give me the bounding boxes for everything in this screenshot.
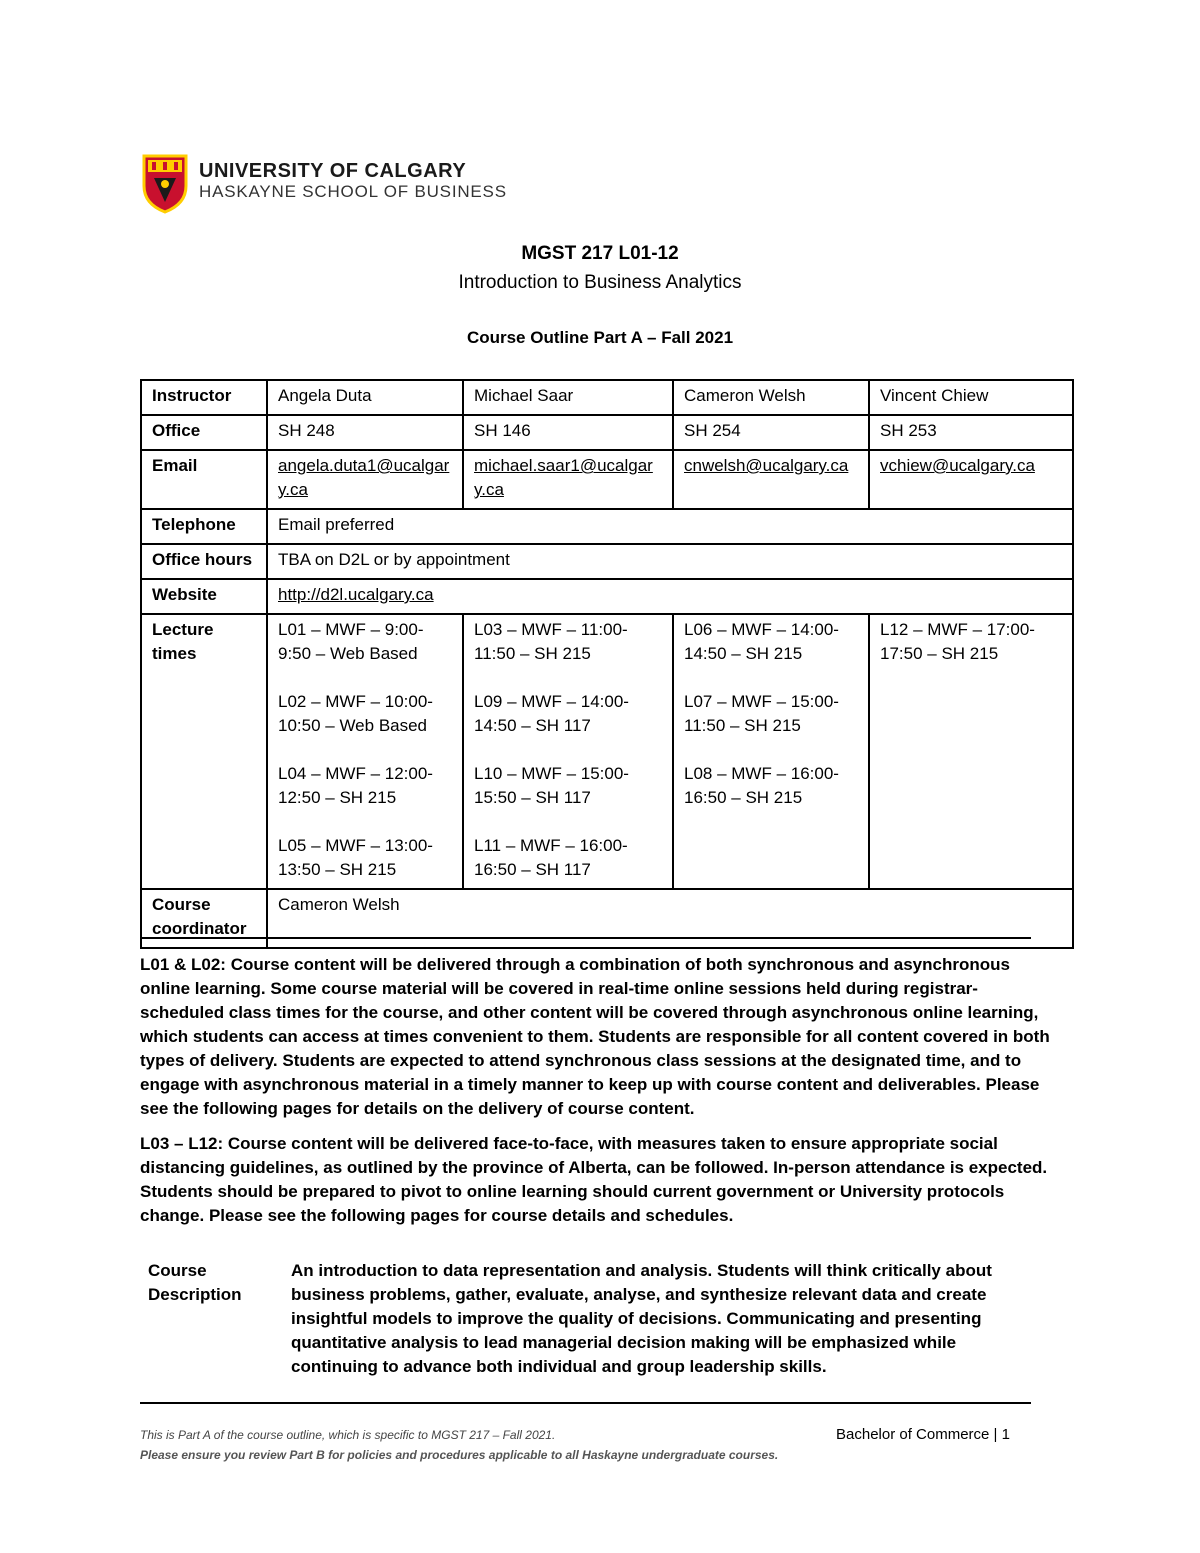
telephone-label: Telephone xyxy=(141,509,267,544)
online-delivery-note: L01 & L02: Course content will be delivered through a combination of both synchronous and asynchronous online learning. Some course material will be covered in real-time online sessions held during registrar-scheduled class times for the course, and other content will be covered through asynchronous online learning, which students can access at times convenient to them. Students are responsible for all content covered in both types of delivery. Students are expected to attend synchronous class sessions at the designated time, and to engage with asynchronous material in a timely manner to keep up with course content and deliverables. Please see the following pages for details on the delivery of course content. xyxy=(140,955,1050,1118)
in-person-delivery-note: L03 – L12: Course content will be delivered face-to-face, with measures taken to ensure appropriate social distancing guidelines, as outlined by the province of Alberta, can be followed. In-person attendance is expected. Students should be prepared to pivot to online learning should current government or University protocols change. Please see the following pages for course details and schedules. xyxy=(140,1134,1048,1225)
instructor-row xyxy=(141,380,1073,415)
university-logo xyxy=(142,154,522,214)
lecture-column xyxy=(463,614,673,889)
lecture-column xyxy=(869,614,1073,889)
footer-divider xyxy=(140,1402,1031,1404)
instructor-name: Cameron Welsh xyxy=(673,380,869,415)
course-code: MGST 217 L01-12 xyxy=(521,243,679,264)
email-row xyxy=(141,450,1073,509)
email-link[interactable]: angela.duta1@ucalgary.ca xyxy=(278,456,450,499)
coordinator-value: Cameron Welsh xyxy=(267,889,1073,948)
lecture-slot: L02 – MWF – 10:00-10:50 – Web Based xyxy=(278,692,433,735)
office-value: SH 253 xyxy=(869,415,1073,450)
office-row xyxy=(141,415,1073,450)
email-link[interactable]: vchiew@ucalgary.ca xyxy=(880,456,1035,475)
lecture-slot: L03 – MWF – 11:00-11:50 – SH 215 xyxy=(474,620,628,663)
course-info-table xyxy=(140,379,1074,949)
divider xyxy=(140,937,1031,939)
lecture-slot: L04 – MWF – 12:00-12:50 – SH 215 xyxy=(278,764,433,807)
office-value: SH 248 xyxy=(267,415,463,450)
lecture-slot: L06 – MWF – 14:00-14:50 – SH 215 xyxy=(684,620,839,663)
instructor-name: Michael Saar xyxy=(463,380,673,415)
footer-note: This is Part A of the course outline, which is specific to MGST 217 – Fall 2021. xyxy=(140,1428,556,1442)
office-value: SH 146 xyxy=(463,415,673,450)
lecture-slot: L01 – MWF – 9:00-9:50 – Web Based xyxy=(278,620,424,663)
lecture-slot: L11 – MWF – 16:00-16:50 – SH 117 xyxy=(474,836,628,879)
description-text: An introduction to data representation and analysis. Students will think critically about business problems, gather, evaluate, analyse, and synthesize relevant data and create insightful models to improve the quality of decisions. Communicating and presenting quantitative analysis to lead managerial decision making will be emphasized while continuing to advance both individual and group leadership skills. xyxy=(291,1261,992,1376)
lecture-slot: L08 – MWF – 16:00-16:50 – SH 215 xyxy=(684,764,839,807)
university-crest-icon xyxy=(142,154,188,214)
office-label: Office xyxy=(141,415,267,450)
outline-title: Course Outline Part A – Fall 2021 xyxy=(466,328,734,347)
instructor-name: Angela Duta xyxy=(267,380,463,415)
lecture-slot: L12 – MWF – 17:00-17:50 – SH 215 xyxy=(880,620,1035,663)
lecture-slot: L05 – MWF – 13:00-13:50 – SH 215 xyxy=(278,836,433,879)
website-label: Website xyxy=(141,579,267,614)
telephone-row xyxy=(141,509,1073,544)
instructor-label: Instructor xyxy=(141,380,267,415)
office-hours-value: TBA on D2L or by appointment xyxy=(267,544,1073,579)
lecture-times-label: Lecture times xyxy=(141,614,267,889)
email-link[interactable]: cnwelsh@ucalgary.ca xyxy=(684,456,849,475)
lecture-column xyxy=(267,614,463,889)
coordinator-label: Course coordinator xyxy=(141,889,267,948)
website-link[interactable]: http://d2l.ucalgary.ca xyxy=(278,585,434,604)
email-link[interactable]: michael.saar1@ucalgary.ca xyxy=(474,456,653,499)
email-label: Email xyxy=(141,450,267,509)
website-row xyxy=(141,579,1073,614)
office-value: SH 254 xyxy=(673,415,869,450)
instructor-name: Vincent Chiew xyxy=(869,380,1073,415)
telephone-value: Email preferred xyxy=(267,509,1073,544)
footer-note-part-b: Please ensure you review Part B for policies and procedures applicable to all Haskayne undergraduate courses. xyxy=(140,1448,779,1462)
lecture-column xyxy=(673,614,869,889)
course-name: Introduction to Business Analytics xyxy=(458,272,742,293)
description-label: Course Description xyxy=(148,1261,242,1304)
office-hours-label: Office hours xyxy=(141,544,267,579)
lecture-slot: L09 – MWF – 14:00-14:50 – SH 117 xyxy=(474,692,629,735)
university-name: UNIVERSITY OF CALGARY xyxy=(199,160,467,182)
page-label: Bachelor of Commerce | 1 xyxy=(836,1426,1010,1443)
school-name: HASKAYNE SCHOOL OF BUSINESS xyxy=(199,182,507,201)
lecture-times-row xyxy=(141,614,1073,889)
lecture-slot: L10 – MWF – 15:00-15:50 – SH 117 xyxy=(474,764,629,807)
coordinator-row xyxy=(141,889,1073,948)
lecture-slot: L07 – MWF – 15:00-11:50 – SH 215 xyxy=(684,692,839,735)
office-hours-row xyxy=(141,544,1073,579)
